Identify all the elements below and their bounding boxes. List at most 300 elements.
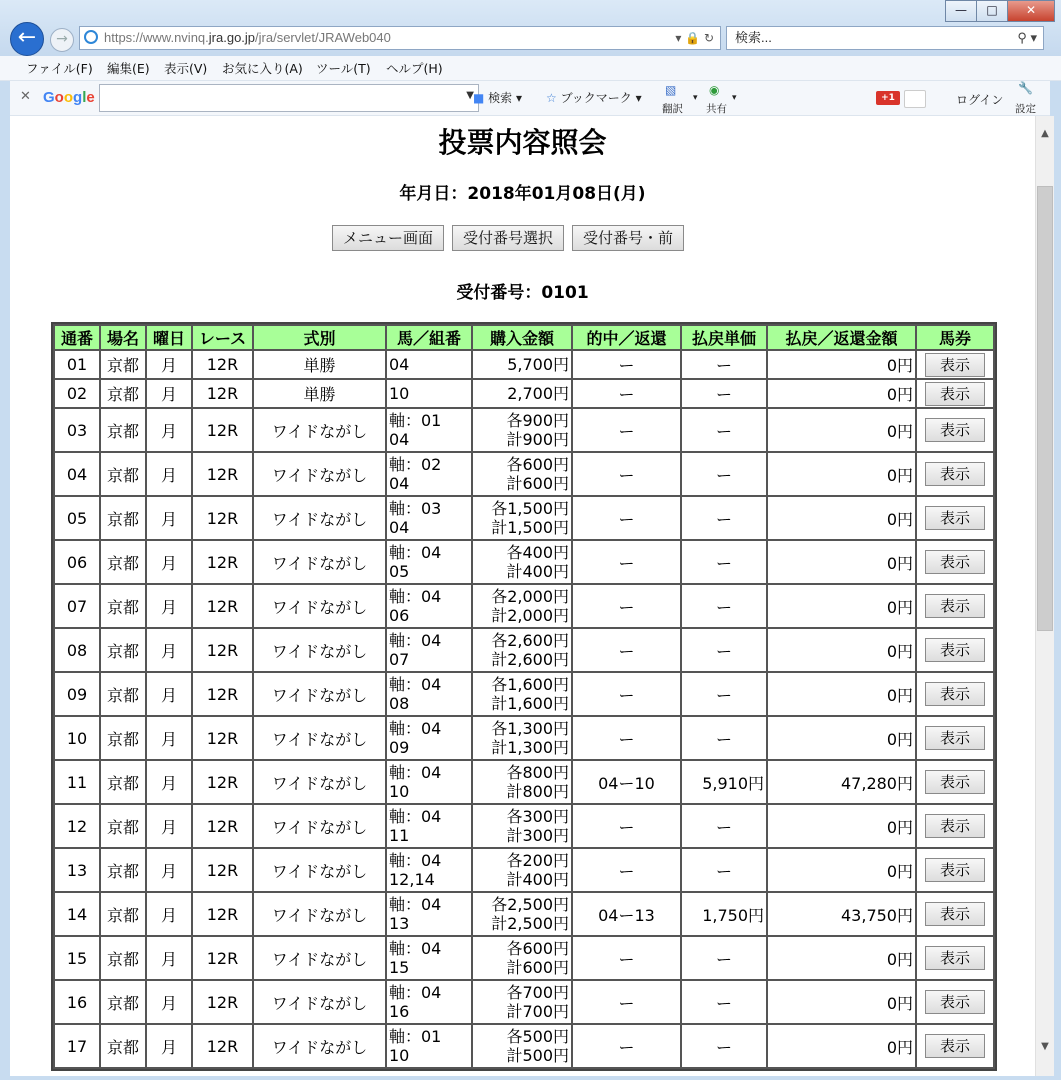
- horse-line-2: 13: [389, 914, 410, 933]
- cell-amount: [473, 717, 571, 759]
- horse-line-1: 軸：04: [389, 763, 442, 782]
- cell-place: 京都: [101, 585, 145, 627]
- cell-race: 12R: [193, 497, 252, 539]
- cell-amount: [473, 541, 571, 583]
- cell-no: 09: [55, 673, 99, 715]
- show-ticket-button[interactable]: 表示: [925, 594, 985, 618]
- cell-no: 06: [55, 541, 99, 583]
- gplus-button[interactable]: +1: [876, 91, 900, 105]
- amount-each: 各700円: [506, 983, 569, 1002]
- cell-amount: [473, 629, 571, 671]
- show-ticket-button[interactable]: 表示: [925, 418, 985, 442]
- amount-total: 計400円: [506, 562, 569, 581]
- cell-ticket: [917, 629, 993, 671]
- horse-line-2: 15: [389, 958, 410, 977]
- cell-horse: [387, 497, 471, 539]
- cell-ticket: [917, 673, 993, 715]
- cell-horse: [387, 585, 471, 627]
- page-title: 投票内容照会: [438, 126, 607, 159]
- cell-hit: ー: [573, 351, 680, 378]
- cell-payout: 0円: [768, 585, 915, 627]
- cell-no: 02: [55, 380, 99, 407]
- cell-type: ワイドながし: [254, 453, 385, 495]
- show-ticket-button[interactable]: 表示: [925, 506, 985, 530]
- show-ticket-button[interactable]: 表示: [925, 382, 985, 406]
- show-ticket-button[interactable]: 表示: [925, 550, 985, 574]
- chevron-down-icon[interactable]: ▼: [466, 90, 474, 101]
- cell-day: 月: [147, 1025, 191, 1067]
- amount-total: 計300円: [506, 826, 569, 845]
- cell-unit-payout: ー: [682, 673, 766, 715]
- cell-amount: [473, 673, 571, 715]
- cell-unit-payout: ー: [682, 497, 766, 539]
- cell-type: ワイドながし: [254, 893, 385, 935]
- cell-amount: [473, 351, 571, 378]
- table-row: [55, 409, 993, 451]
- ie-logo-icon: [84, 30, 98, 44]
- table-body: [55, 351, 993, 1067]
- toolbar-settings-label[interactable]: 設定: [1015, 103, 1036, 115]
- bet-table: [51, 322, 997, 1071]
- cell-no: 14: [55, 893, 99, 935]
- cell-type: ワイドながし: [254, 497, 385, 539]
- col-header-type: 式別: [254, 326, 385, 349]
- col-header-day: 曜日: [147, 326, 191, 349]
- cell-no: 08: [55, 629, 99, 671]
- search-box[interactable]: 検索... ⚲ ▾: [726, 26, 1044, 50]
- show-ticket-button[interactable]: 表示: [925, 946, 985, 970]
- cell-unit-payout: ー: [682, 351, 766, 378]
- table-row: [55, 453, 993, 495]
- col-header-payout: 払戻／返還金額: [768, 326, 915, 349]
- cell-horse: [387, 1025, 471, 1067]
- cell-place: 京都: [101, 937, 145, 979]
- cell-payout: 0円: [768, 717, 915, 759]
- menu-help[interactable]: ヘルプ(H): [386, 61, 443, 76]
- amount-each: 各1,300円: [491, 719, 569, 738]
- show-ticket-button[interactable]: 表示: [925, 682, 985, 706]
- horse-line-2: 08: [389, 694, 410, 713]
- cell-hit: ー: [573, 849, 680, 891]
- amount-total: 計400円: [506, 870, 569, 889]
- horse-line-1: 軸：04: [389, 895, 442, 914]
- col-header-hit: 的中／返還: [573, 326, 680, 349]
- amount-each: 各500円: [506, 1027, 569, 1046]
- cell-no: 17: [55, 1025, 99, 1067]
- translate-icon[interactable]: ▧: [665, 83, 677, 97]
- cell-unit-payout: ー: [682, 541, 766, 583]
- cell-type: ワイドながし: [254, 673, 385, 715]
- cell-type: ワイドながし: [254, 761, 385, 803]
- horse-line-1: 軸：04: [389, 939, 442, 958]
- cell-horse: [387, 453, 471, 495]
- cell-horse: [387, 541, 471, 583]
- show-ticket-button[interactable]: 表示: [925, 353, 985, 377]
- horse-line-2: 04: [389, 474, 410, 493]
- amount-each: 各400円: [506, 543, 569, 562]
- horse-line-2: 09: [389, 738, 410, 757]
- cell-ticket: [917, 761, 993, 803]
- close-toolbar-icon[interactable]: ✕: [20, 89, 31, 104]
- window-border-left: [0, 116, 10, 1080]
- cell-race: 12R: [193, 409, 252, 451]
- amount-each: 各2,600円: [491, 631, 569, 650]
- cell-ticket: [917, 409, 993, 451]
- cell-no: 12: [55, 805, 99, 847]
- horse-line-1: 軸：04: [389, 851, 442, 870]
- cell-unit-payout: ー: [682, 937, 766, 979]
- horse-line-1: 軸：04: [389, 983, 442, 1002]
- cell-no: 07: [55, 585, 99, 627]
- amount-total: 計800円: [506, 782, 569, 801]
- amount-each: 各800円: [506, 763, 569, 782]
- cell-place: 京都: [101, 453, 145, 495]
- amount-total: 計2,600円: [491, 650, 569, 669]
- amount-each: 5,700円: [507, 355, 569, 374]
- cell-horse: [387, 893, 471, 935]
- cell-type: 単勝: [254, 380, 385, 407]
- horse-line-1: 04: [389, 355, 410, 374]
- amount-each: 2,700円: [507, 384, 569, 403]
- cell-ticket: [917, 805, 993, 847]
- col-header-unit-payout: 払戻単価: [682, 326, 766, 349]
- col-header-no: 通番: [55, 326, 99, 349]
- cell-payout: 47,280円: [768, 761, 915, 803]
- horse-line-1: 軸：04: [389, 719, 442, 738]
- login-link[interactable]: ログイン: [956, 93, 1004, 107]
- col-header-horse: 馬／組番: [387, 326, 471, 349]
- toolbar-search-button[interactable]: ■ 検索 ▾: [473, 91, 523, 105]
- cell-unit-payout: ー: [682, 1025, 766, 1067]
- menu-edit[interactable]: 編集(E): [107, 61, 150, 76]
- table-row: [55, 541, 993, 583]
- cell-amount: [473, 585, 571, 627]
- cell-race: 12R: [193, 380, 252, 407]
- cell-race: 12R: [193, 937, 252, 979]
- cell-amount: [473, 761, 571, 803]
- cell-day: 月: [147, 629, 191, 671]
- cell-type: ワイドながし: [254, 849, 385, 891]
- cell-ticket: [917, 717, 993, 759]
- table-row: [55, 717, 993, 759]
- cell-type: ワイドながし: [254, 585, 385, 627]
- show-ticket-button[interactable]: 表示: [925, 1034, 985, 1058]
- horse-line-2: 12,14: [389, 870, 435, 889]
- cell-hit: ー: [573, 937, 680, 979]
- google-toolbar: [10, 81, 1050, 116]
- cell-day: 月: [147, 673, 191, 715]
- cell-unit-payout: ー: [682, 629, 766, 671]
- horse-line-2: 10: [389, 782, 410, 801]
- cell-amount: [473, 893, 571, 935]
- cell-place: 京都: [101, 761, 145, 803]
- amount-each: 各2,000円: [491, 587, 569, 606]
- menu-tools[interactable]: ツール(T): [316, 61, 371, 76]
- cell-payout: 0円: [768, 453, 915, 495]
- table-row: [55, 893, 993, 935]
- cell-horse: [387, 937, 471, 979]
- chevron-down-icon[interactable]: ▾: [693, 93, 698, 103]
- cell-hit: ー: [573, 673, 680, 715]
- cell-ticket: [917, 585, 993, 627]
- horse-line-1: 軸：01: [389, 411, 442, 430]
- toolbar-share-label[interactable]: 共有: [706, 103, 727, 115]
- cell-ticket: [917, 380, 993, 407]
- cell-payout: 43,750円: [768, 893, 915, 935]
- scrollbar-thumb[interactable]: [1037, 186, 1053, 631]
- cell-race: 12R: [193, 1025, 252, 1067]
- cell-unit-payout: ー: [682, 585, 766, 627]
- cell-day: 月: [147, 893, 191, 935]
- show-ticket-button[interactable]: 表示: [925, 814, 985, 838]
- horse-line-2: 10: [389, 1046, 410, 1065]
- cell-ticket: [917, 981, 993, 1023]
- window-border-right: [1053, 116, 1061, 1080]
- cell-day: 月: [147, 380, 191, 407]
- cell-day: 月: [147, 409, 191, 451]
- menu-favorites[interactable]: お気に入り(A): [222, 61, 303, 76]
- cell-amount: [473, 1025, 571, 1067]
- amount-total: 計1,500円: [491, 518, 569, 537]
- table-row: [55, 629, 993, 671]
- cell-unit-payout: ー: [682, 380, 766, 407]
- cell-ticket: [917, 541, 993, 583]
- cell-amount: [473, 453, 571, 495]
- cell-type: ワイドながし: [254, 1025, 385, 1067]
- show-ticket-button[interactable]: 表示: [925, 902, 985, 926]
- menu-screen-button[interactable]: メニュー画面: [332, 225, 444, 251]
- address-controls[interactable]: ▾ 🔒 ↻: [675, 31, 714, 45]
- amount-each: 各300円: [506, 807, 569, 826]
- toolbar-bookmark-button[interactable]: ☆ ブックマーク ▾: [546, 91, 642, 105]
- cell-day: 月: [147, 981, 191, 1023]
- cell-horse: [387, 717, 471, 759]
- cell-hit: ー: [573, 541, 680, 583]
- cell-day: 月: [147, 453, 191, 495]
- cell-unit-payout: ー: [682, 409, 766, 451]
- cell-race: 12R: [193, 761, 252, 803]
- horse-line-1: 軸：04: [389, 631, 442, 650]
- cell-unit-payout: ー: [682, 981, 766, 1023]
- cell-place: 京都: [101, 409, 145, 451]
- cell-payout: 0円: [768, 409, 915, 451]
- cell-ticket: [917, 937, 993, 979]
- cell-no: 16: [55, 981, 99, 1023]
- cell-payout: 0円: [768, 805, 915, 847]
- show-ticket-button[interactable]: 表示: [925, 638, 985, 662]
- table-row: [55, 1025, 993, 1067]
- cell-hit: ー: [573, 981, 680, 1023]
- cell-unit-payout: ー: [682, 453, 766, 495]
- cell-no: 04: [55, 453, 99, 495]
- cell-ticket: [917, 849, 993, 891]
- horse-line-1: 10: [389, 384, 410, 403]
- cell-no: 10: [55, 717, 99, 759]
- cell-horse: [387, 805, 471, 847]
- cell-amount: [473, 380, 571, 407]
- cell-hit: ー: [573, 453, 680, 495]
- menu-view[interactable]: 表示(V): [164, 61, 208, 76]
- horse-line-2: 16: [389, 1002, 410, 1021]
- amount-each: 各200円: [506, 851, 569, 870]
- cell-type: ワイドながし: [254, 805, 385, 847]
- cell-hit: 04ー13: [573, 893, 680, 935]
- table-row: [55, 380, 993, 407]
- receipt-select-button[interactable]: 受付番号選択: [452, 225, 564, 251]
- cell-day: 月: [147, 805, 191, 847]
- menu-bar: [0, 56, 1061, 81]
- cell-race: 12R: [193, 805, 252, 847]
- cell-no: 13: [55, 849, 99, 891]
- horse-line-1: 軸：04: [389, 807, 442, 826]
- horse-line-2: 06: [389, 606, 410, 625]
- cell-ticket: [917, 1025, 993, 1067]
- back-arrow-icon[interactable]: ←: [10, 22, 44, 56]
- cell-payout: 0円: [768, 380, 915, 407]
- cell-unit-payout: 5,910円: [682, 761, 766, 803]
- cell-horse: [387, 380, 471, 407]
- title-bar: [0, 0, 1061, 56]
- cell-race: 12R: [193, 585, 252, 627]
- vertical-scrollbar[interactable]: [1035, 116, 1054, 1076]
- cell-unit-payout: 1,750円: [682, 893, 766, 935]
- search-icon[interactable]: ⚲ ▾: [1017, 30, 1037, 45]
- cell-no: 01: [55, 351, 99, 378]
- google-search-input[interactable]: [99, 84, 479, 112]
- cell-place: 京都: [101, 1025, 145, 1067]
- cell-day: 月: [147, 585, 191, 627]
- table-row: [55, 673, 993, 715]
- table-row: [55, 351, 993, 378]
- cell-place: 京都: [101, 805, 145, 847]
- cell-unit-payout: ー: [682, 849, 766, 891]
- cell-place: 京都: [101, 541, 145, 583]
- cell-unit-payout: ー: [682, 717, 766, 759]
- amount-total: 計2,000円: [491, 606, 569, 625]
- cell-no: 11: [55, 761, 99, 803]
- amount-total: 計600円: [506, 474, 569, 493]
- horse-line-1: 軸：04: [389, 543, 442, 562]
- minimize-icon[interactable]: —: [945, 0, 977, 22]
- cell-amount: [473, 849, 571, 891]
- cell-type: ワイドながし: [254, 629, 385, 671]
- chevron-down-icon[interactable]: ▾: [732, 93, 737, 103]
- horse-line-2: 04: [389, 430, 410, 449]
- amount-total: 計500円: [506, 1046, 569, 1065]
- cell-no: 05: [55, 497, 99, 539]
- table-row: [55, 937, 993, 979]
- horse-line-2: 04: [389, 518, 410, 537]
- cell-place: 京都: [101, 717, 145, 759]
- close-icon[interactable]: ✕: [1007, 0, 1055, 22]
- cell-race: 12R: [193, 981, 252, 1023]
- cell-horse: [387, 981, 471, 1023]
- cell-payout: 0円: [768, 937, 915, 979]
- address-bar[interactable]: [79, 26, 721, 50]
- cell-payout: 0円: [768, 351, 915, 378]
- cell-day: 月: [147, 497, 191, 539]
- horse-line-1: 軸：04: [389, 587, 442, 606]
- maximize-icon[interactable]: □: [976, 0, 1008, 22]
- cell-type: ワイドながし: [254, 981, 385, 1023]
- scroll-down-icon[interactable]: ▼: [1041, 1041, 1049, 1052]
- cell-hit: ー: [573, 1025, 680, 1067]
- show-ticket-button[interactable]: 表示: [925, 726, 985, 750]
- cell-race: 12R: [193, 351, 252, 378]
- menu-file[interactable]: ファイル(F): [26, 61, 93, 76]
- table-row: [55, 497, 993, 539]
- wrench-icon[interactable]: 🔧: [1018, 81, 1033, 95]
- cell-hit: ー: [573, 585, 680, 627]
- show-ticket-button[interactable]: 表示: [925, 462, 985, 486]
- amount-each: 各1,500円: [491, 499, 569, 518]
- table-row: [55, 805, 993, 847]
- window-border-bottom: [0, 1076, 1061, 1080]
- show-ticket-button[interactable]: 表示: [925, 990, 985, 1014]
- cell-race: 12R: [193, 849, 252, 891]
- cell-payout: 0円: [768, 541, 915, 583]
- cell-race: 12R: [193, 629, 252, 671]
- window-controls: [946, 0, 1055, 22]
- gplus-count: [904, 90, 926, 108]
- scroll-up-icon[interactable]: ▲: [1041, 128, 1049, 139]
- cell-type: ワイドながし: [254, 409, 385, 451]
- show-ticket-button[interactable]: 表示: [925, 858, 985, 882]
- cell-horse: [387, 673, 471, 715]
- amount-total: 計900円: [506, 430, 569, 449]
- cell-day: 月: [147, 541, 191, 583]
- col-header-amount: 購入金額: [473, 326, 571, 349]
- amount-each: 各2,500円: [491, 895, 569, 914]
- horse-line-2: 07: [389, 650, 410, 669]
- table-row: [55, 849, 993, 891]
- amount-total: 計1,600円: [491, 694, 569, 713]
- cell-ticket: [917, 453, 993, 495]
- col-header-race: レース: [193, 326, 252, 349]
- cell-place: 京都: [101, 497, 145, 539]
- cell-type: ワイドながし: [254, 541, 385, 583]
- amount-total: 計700円: [506, 1002, 569, 1021]
- table-row: [55, 981, 993, 1023]
- cell-unit-payout: ー: [682, 805, 766, 847]
- horse-line-1: 軸：04: [389, 675, 442, 694]
- cell-hit: ー: [573, 380, 680, 407]
- cell-amount: [473, 981, 571, 1023]
- toolbar-translate-label[interactable]: 翻訳: [662, 103, 683, 115]
- cell-amount: [473, 805, 571, 847]
- navigation-buttons: [332, 225, 684, 251]
- cell-horse: [387, 351, 471, 378]
- cell-payout: 0円: [768, 629, 915, 671]
- share-icon[interactable]: ◉: [709, 83, 720, 97]
- previous-receipt-button[interactable]: 受付番号・前: [572, 225, 684, 251]
- cell-hit: ー: [573, 409, 680, 451]
- cell-day: 月: [147, 351, 191, 378]
- table-row: [55, 585, 993, 627]
- cell-horse: [387, 761, 471, 803]
- amount-total: 計1,300円: [491, 738, 569, 757]
- receipt-number: 受付番号：0101: [456, 283, 589, 303]
- cell-race: 12R: [193, 453, 252, 495]
- address-url: https://www.nvinq.jra.go.jp/jra/servlet/JRAWeb040: [104, 30, 391, 45]
- cell-ticket: [917, 893, 993, 935]
- cell-race: 12R: [193, 673, 252, 715]
- forward-arrow-icon[interactable]: →: [50, 28, 74, 52]
- cell-place: 京都: [101, 673, 145, 715]
- table-header-row: [55, 326, 993, 349]
- show-ticket-button[interactable]: 表示: [925, 770, 985, 794]
- amount-total: 計600円: [506, 958, 569, 977]
